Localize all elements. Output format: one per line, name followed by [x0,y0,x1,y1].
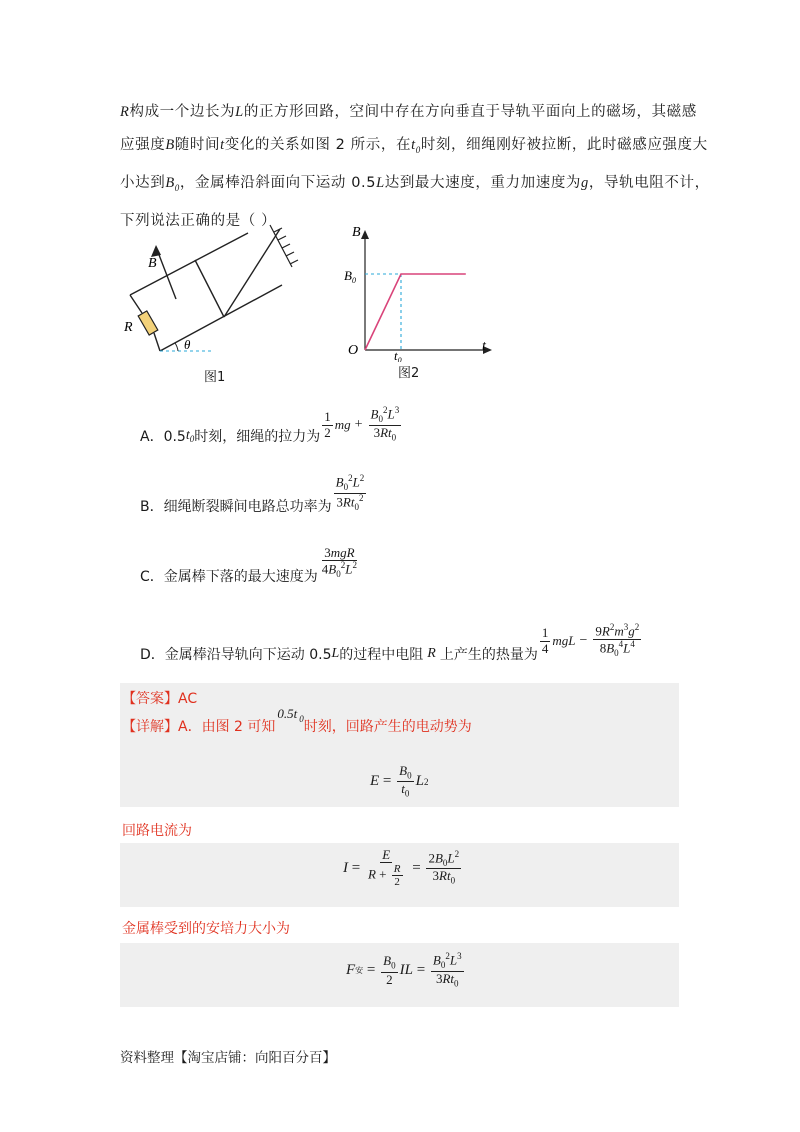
option-d-formula-frac: $\frac{9R^2m^3g^2}{8B_0^4L^4}$ [595,622,640,658]
option-b: B．细绳断裂瞬间电路总功率为 $\frac{B_0^2L^2}{3Rt_0^2}$ [140,472,365,515]
question-line-2: 应强度B随时间t变化的关系如图 2 所示，在$t_0$时刻，细绳刚好被拉断，此时磁感应强度大 [120,137,708,155]
current-formula: I = E R + $\frac{R}{2}$ = $\frac{2B_0L^2}{3Rt_0}$ [343,847,460,889]
figure-2-caption: 图2 [398,366,420,381]
left-wire-bottom [154,333,160,351]
figure-1-caption: 图1 [204,370,226,385]
option-a: A．0.5 t $_0$ 时刻，细绳的拉力为 $\frac{1}{2}$ mg + $\frac{B_0^2L^3}{3Rt_0}$ [140,405,400,445]
fig2-label-origin: O [348,343,359,358]
force-label: 金属棒受到的安培力大小为 [122,921,290,937]
detail-line: 【详解】A．由图 2 可知 0.5t $_0$ 时刻，回路产生的电动势为 [122,706,472,735]
resistor [138,311,158,335]
metal-rod [195,260,224,317]
question-line-4: 下列说法正确的是（ ） [120,212,277,229]
option-a-formula-half: $\frac{1}{2}$ [324,409,331,440]
fig2-label-t: t [482,339,486,354]
option-b-formula: $\frac{B_0^2L^2}{3Rt_0^2}$ [335,472,365,512]
figure-1-diagram [120,215,310,365]
question-line-1: R构成一个边长为L的正方形回路，空间中存在方向垂直于导轨平面向上的磁场，其磁感 [120,104,697,120]
footer-source: 资料整理【淘宝店铺：向阳百分百】 [120,1050,336,1066]
fig2-label-b0: $B_0$ [344,268,356,285]
option-c: C．金属棒下落的最大速度为 $\frac{\text{3mgR}}{4B_0^2L^2}$ [140,544,357,585]
answer-label: 【答案】AC [122,691,198,707]
current-label: 回路电流为 [122,823,192,839]
theta-arc [175,343,178,351]
figure-2-chart [340,222,500,362]
option-d: D．金属棒沿导轨向下运动 0.5 L 的过程中电阻 R 上产生的热量为 $\frac{1}{4}$ mgL − $\frac{9R^2m^3g^2}{8B_0^4L^4}$ [140,622,640,663]
lower-rail [160,285,282,351]
fig1-label-b: B [148,256,157,271]
fig2-label-t0: $t_0$ [394,348,402,362]
fig1-label-theta: θ [184,337,191,352]
rope [224,229,280,317]
option-c-formula: $\frac{\text{3mgR}}{4B_0^2L^2}$ [321,544,357,580]
force-formula: F 安 = $\frac{B_0}{2}$ IL = $\frac{B_0^2L^3}{3Rt_0}$ [346,951,462,989]
b-vs-t-line [365,274,466,350]
fig1-label-r: R [124,320,133,335]
emf-formula: E = $\frac{B_0}{t_0}$ L 2 [370,763,429,800]
y-axis-arrow [361,230,369,239]
fig2-label-b: B [352,225,361,240]
left-wire-top [130,295,142,313]
wall-hatch [270,225,298,267]
question-line-3: 小达到$B_0$，金属棒沿斜面向下运动 0.5L达到最大速度，重力加速度为g，导轨电阻不计， [120,174,710,193]
option-d-formula-quarter: $\frac{1}{4}$ [541,625,549,656]
option-a-formula-frac: $\frac{B_0^2L^3}{3Rt_0}$ [370,405,400,443]
